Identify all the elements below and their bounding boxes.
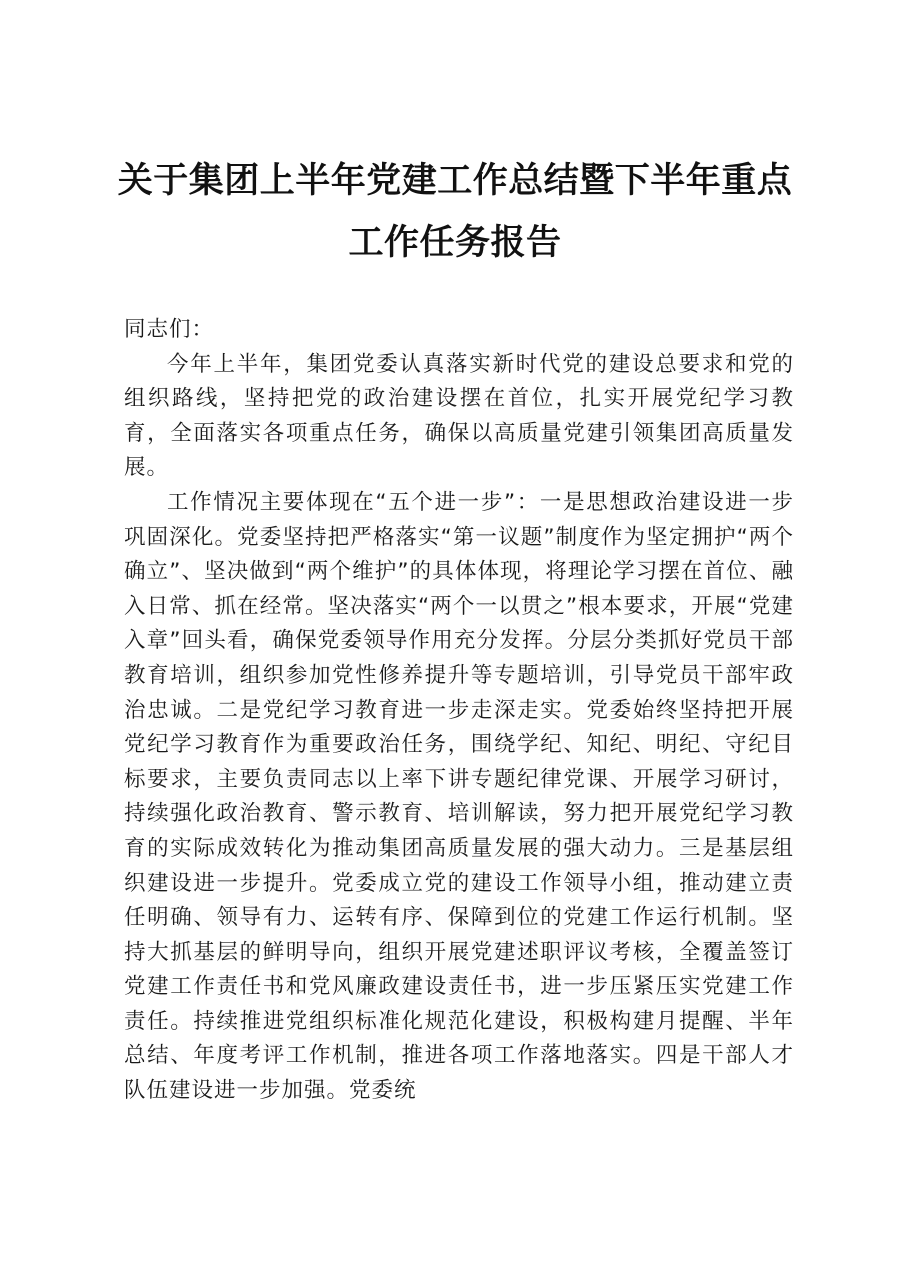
paragraph-work-summary: 工作情况主要体现在“五个进一步”：一是思想政治建设进一步巩固深化。党委坚持把严格落实“第一议题”制度作为坚定拥护“两个确立”、坚决做到“两个维护”的具体体现，将理论学习摆在首位、融入日常、抓在经常。坚决落实“两个一以贯之”根本要求，开展“党建入章”回头看，确保党委领导作用充分发挥。分层分类抓好党员干部教育培训，组织参加党性修养提升等专题培训，引导党员干部牢政治忠诚。二是党纪学习教育进一步走深走实。党委始终坚持把开展党纪学习教育作为重要政治任务，围绕学纪、知纪、明纪、守纪目标要求，主要负责同志以上率下讲专题纪律党课、开展学习研讨，持续强化政治教育、警示教育、培训解读，努力把开展党纪学习教育的实际成效转化为推动集团高质量发展的强大动力。三是基层组织建设进一步提升。党委成立党的建设工作领导小组，推动建立责任明确、领导有力、运转有序、保障到位的党建工作运行机制。坚持大抓基层的鲜明导向，组织开展党建述职评议考核，全覆盖签订党建工作责任书和党风廉政建设责任书，进一步压紧压实党建工作责任。持续推进党组织标准化规范化建设，积极构建月提醒、半年总结、年度考评工作机制，推进各项工作落地落实。四是干部人才队伍建设进一步加强。党委统 bbox=[124, 489, 794, 1104]
document-body bbox=[124, 313, 794, 1109]
salutation: 同志们： bbox=[124, 317, 215, 342]
document-title: 关于集团上半年党建工作总结暨下半年重点工作任务报告 bbox=[117, 160, 793, 263]
paragraph-intro: 今年上半年，集团党委认真落实新时代党的建设总要求和党的组织路线，坚持把党的政治建设摆在首位，扎实开展党纪学习教育，全面落实各项重点任务，确保以高质量党建引领集团高质量发展。 bbox=[124, 351, 794, 481]
